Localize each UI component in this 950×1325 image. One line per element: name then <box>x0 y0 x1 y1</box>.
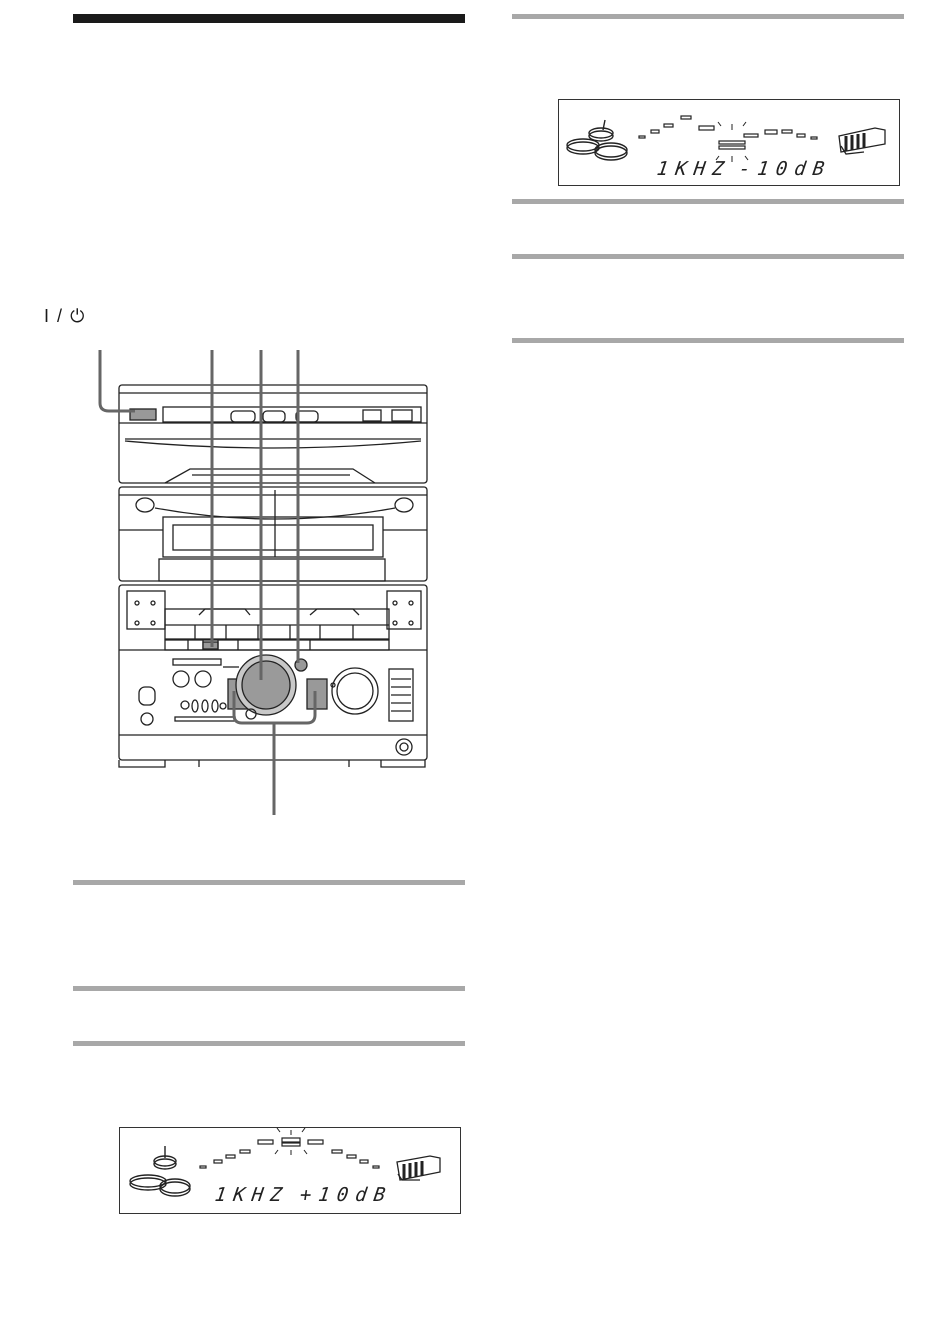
equalizer-display-cut <box>558 99 900 186</box>
disc-icon <box>130 1146 190 1196</box>
power-symbol-icon: ⏻ <box>70 306 85 326</box>
power-slash-glyph: / <box>57 306 63 326</box>
tape-icon <box>839 128 885 154</box>
step-divider <box>73 1041 465 1046</box>
lcd-level: +10dB <box>298 1184 394 1206</box>
step-divider <box>512 199 904 204</box>
lcd-level: -10dB <box>737 158 833 180</box>
equalizer-display-boost <box>119 1127 461 1214</box>
step-divider <box>73 880 465 885</box>
step-divider <box>73 986 465 991</box>
step-divider <box>512 338 904 343</box>
lcd-frequency: 1KHZ <box>655 158 733 180</box>
section-header-bar <box>73 14 465 23</box>
step-divider <box>512 254 904 259</box>
step-divider <box>512 14 904 19</box>
lcd-frequency: 1KHZ <box>213 1184 291 1206</box>
tape-icon <box>397 1156 440 1180</box>
power-button-label <box>44 306 84 327</box>
disc-icon <box>567 120 627 160</box>
stereo-system-illustration <box>95 345 440 820</box>
power-bar-glyph: I <box>44 306 50 326</box>
